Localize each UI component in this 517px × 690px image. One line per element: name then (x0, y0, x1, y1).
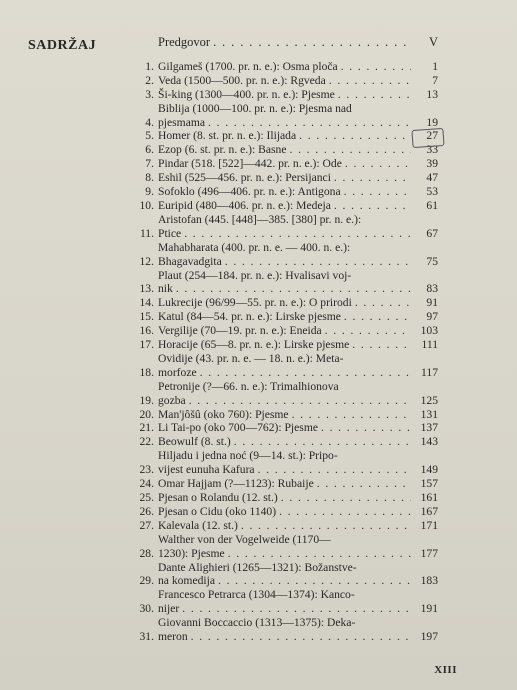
toc-entry-title: Aristofan (445. [448]—385. [380] pr. n. e.): (158, 212, 362, 226)
leader-dots (189, 394, 411, 408)
toc-entry-title: Mahabharata (400. pr. n. e. — 400. n. e.): (158, 240, 351, 254)
toc-entry-title: Biblija (1000—100. pr. n. e.): Pjesma nad (158, 101, 352, 115)
toc-entry (138, 171, 438, 185)
toc-entry-title: Pjesan o Rolandu (12. st.) (158, 491, 278, 504)
table-of-contents (138, 36, 438, 644)
leader-dots (329, 74, 411, 88)
toc-entry-title: Homer (8. st. pr. n. e.): Ilijada (158, 129, 297, 143)
toc-entry-title: Petronije (?—66. n. e.): Trimalhionova (158, 379, 339, 393)
toc-entry-title: Sofoklo (496—406. pr. n. e.): Antigona (158, 185, 341, 199)
leader-dots (279, 505, 411, 519)
leader-dots (218, 574, 411, 588)
toc-entry-title: Veda (1500—500. pr. n. e.): Rgveda (158, 73, 326, 87)
toc-entry (138, 561, 438, 589)
leader-dots (208, 116, 411, 130)
toc-entry-page: 67 (426, 226, 438, 240)
toc-entry (138, 296, 438, 310)
toc-entry (138, 60, 438, 74)
leader-dots (338, 88, 411, 102)
toc-entry (138, 199, 438, 213)
toc-entry-page: 91 (426, 296, 438, 310)
toc-entry (138, 213, 438, 241)
toc-entry-number: 10. (139, 198, 154, 212)
toc-entry-number: 13. (139, 282, 154, 296)
toc-entry-title: Plaut (254—184. pr. n. e.): Hvalisavi voj- (158, 268, 352, 282)
toc-entry (138, 588, 438, 616)
toc-entry-number: 9. (145, 185, 154, 199)
toc-entry (138, 449, 438, 477)
page-number: XIII (434, 664, 457, 676)
toc-entry-number: 16. (139, 324, 154, 338)
toc-entry (138, 241, 438, 269)
toc-entry-page: 143 (420, 435, 438, 449)
toc-entry-title: Katul (84—54. pr. n. e.): Lirske pjesme (158, 310, 341, 324)
toc-entry-title: Omar Hajjam (?—1123): Rubaije (158, 477, 314, 491)
toc-entry-number: 2. (145, 73, 154, 87)
toc-entry-number: 18. (139, 365, 154, 379)
toc-entry-page: 19 (426, 115, 438, 129)
toc-entry-number: 15. (139, 310, 154, 324)
toc-entry (138, 421, 438, 435)
toc-entry-title: Li Tai-po (oko 700—762): Pjesme (158, 421, 318, 435)
toc-entry (138, 519, 438, 533)
leader-dots (258, 463, 411, 477)
leader-dots (325, 324, 411, 338)
toc-entry-title: gozba (158, 393, 186, 407)
toc-entry-number: 7. (145, 157, 154, 171)
toc-entry (138, 616, 438, 644)
toc-entry-number: 21. (139, 421, 154, 435)
toc-entry (138, 505, 438, 519)
toc-entry-number: 30. (139, 602, 154, 616)
toc-entry-title: Man'jôšû (oko 760): Pjesme (158, 407, 289, 421)
toc-entry-page: 103 (420, 324, 438, 338)
toc-entry-title: Gilgameš (1700. pr. n. e.): Osma ploča (158, 59, 338, 73)
leader-dots (299, 129, 411, 143)
toc-entry-number: 4. (145, 115, 154, 129)
toc-entry (138, 129, 438, 143)
toc-entry-page: 75 (426, 254, 438, 268)
toc-entry (138, 324, 438, 338)
toc-entry-page: 61 (426, 198, 438, 212)
toc-entry-title: Walther von der Vogelweide (1170— (158, 532, 331, 546)
toc-entry-page: 83 (426, 282, 438, 296)
leader-dots (317, 477, 411, 491)
toc-entry (138, 143, 438, 157)
toc-preface-page: V (428, 35, 438, 49)
toc-entry-number: 20. (139, 407, 154, 421)
toc-entry (138, 352, 438, 380)
toc-entry (138, 380, 438, 408)
leader-dots (334, 199, 411, 213)
toc-entry-title: Beowulf (8. st.) (158, 435, 231, 449)
toc-entry-page: 1 (432, 59, 438, 73)
toc-entry-title: Horacije (65—8. pr. n. e.): Lirske pjesme (158, 338, 350, 352)
toc-entry-page: 183 (420, 574, 438, 588)
toc-entry (138, 533, 438, 561)
pencil-box-mark (411, 128, 444, 148)
toc-entry-page: 131 (420, 407, 438, 421)
leader-dots (292, 408, 411, 422)
toc-entry-title: Lukrecije (96/99—55. pr. n. e.): O prirodi (158, 296, 352, 310)
toc-entry (138, 491, 438, 505)
toc-entry-title: Dante Alighieri (1265—1321): Božanstve- (158, 560, 357, 574)
toc-entry-title: nijer (158, 602, 180, 616)
toc-entry-number: 29. (139, 574, 154, 588)
toc-entry-title: Bhagavadgita (158, 254, 222, 268)
toc-entry-number: 8. (145, 171, 154, 185)
toc-entry-number: 11. (139, 226, 154, 240)
toc-entry (138, 310, 438, 324)
toc-entry-title: morfoze (158, 365, 197, 379)
toc-entry-number: 25. (139, 491, 154, 504)
toc-entry-number: 27. (139, 518, 154, 532)
leader-dots (289, 143, 411, 157)
leader-dots (241, 519, 411, 533)
toc-entry (138, 185, 438, 199)
leader-dots (355, 296, 411, 310)
toc-entry-number: 6. (145, 143, 154, 157)
toc-entry-number: 24. (139, 477, 154, 491)
leader-dots (321, 421, 411, 435)
toc-entry-page: 167 (420, 504, 438, 518)
toc-entry-page: 39 (426, 157, 438, 171)
toc-entry-number: 12. (139, 254, 154, 268)
toc-preface (138, 36, 438, 50)
toc-entry-title: Giovanni Boccaccio (1313—1375): Deka- (158, 616, 356, 630)
toc-entry-title: Ptice (158, 226, 182, 240)
toc-entry-page: 125 (420, 393, 438, 407)
leader-dots (341, 60, 411, 74)
leader-dots (213, 36, 411, 50)
leader-dots (225, 255, 411, 269)
toc-entry-title: na komedija (158, 574, 215, 588)
toc-entry-number: 19. (139, 393, 154, 407)
toc-entry-page: 177 (420, 546, 438, 560)
leader-dots (334, 171, 411, 185)
contents-heading: SADRŽAJ (28, 38, 97, 53)
toc-entry-number: 14. (139, 296, 154, 310)
toc-entry-number: 1. (145, 59, 154, 73)
toc-entry-number: 28. (139, 546, 154, 560)
leader-dots (200, 366, 411, 380)
toc-entry-title: Ši-king (1300—400. pr. n. e.): Pjesme (158, 87, 335, 101)
toc-entry-number: 26. (139, 504, 154, 518)
toc-entry-title: Vergilije (70—19. pr. n. e.): Eneida (158, 324, 322, 338)
toc-entry (138, 435, 438, 449)
toc-entry-page: 117 (421, 365, 438, 379)
toc-entry-number: 23. (139, 463, 154, 477)
toc-entry (138, 477, 438, 491)
toc-entry-page: 27 (426, 129, 438, 143)
toc-entry-page: 137 (420, 421, 438, 435)
toc-entry-page: 97 (426, 310, 438, 324)
leader-dots (234, 435, 411, 449)
toc-entry-title: Francesco Petrarca (1304—1374): Kanco- (158, 588, 355, 602)
toc-entry (138, 102, 438, 130)
toc-entry (138, 157, 438, 171)
leader-dots (182, 602, 411, 616)
toc-entry-title: Kalevala (12. st.) (158, 518, 238, 532)
toc-entry-page: 171 (420, 518, 438, 532)
leader-dots (352, 338, 411, 352)
toc-entry-page: 111 (421, 338, 438, 352)
toc-entry-number: 17. (139, 338, 154, 352)
leader-dots (228, 547, 411, 561)
toc-entry-title: Hiljadu i jedna noć (9—14. st.): Pripo- (158, 449, 338, 463)
toc-entry-page: 13 (426, 87, 438, 101)
toc-entry-title: meron (158, 630, 188, 644)
toc-entry-title: Pindar (518. [522]—442. pr. n. e.): Ode (158, 157, 342, 171)
leader-dots (344, 185, 411, 199)
toc-entry-page: 197 (420, 630, 438, 644)
toc-entry-title: Ezop (6. st. pr. n. e.): Basne (158, 143, 287, 157)
toc-entries (138, 60, 438, 644)
toc-entry (138, 408, 438, 422)
toc-entry-page: 33 (426, 143, 438, 157)
toc-entry-page: 161 (420, 491, 438, 504)
toc-entry-title: Eshil (525—456. pr. n. e.): Persijanci (158, 171, 331, 185)
toc-entry-number: 22. (139, 435, 154, 449)
leader-dots (344, 310, 411, 324)
toc-entry-number: 5. (145, 129, 154, 143)
toc-entry-title: vijest eunuha Kafura (158, 463, 255, 477)
toc-preface-title: Predgovor (158, 35, 211, 49)
toc-entry-title: pjesmama (158, 115, 206, 129)
leader-dots (176, 282, 411, 296)
toc-entry-title: nik (158, 282, 173, 296)
toc-entry-page: 53 (426, 185, 438, 199)
toc-entry-number: 31. (139, 630, 154, 644)
toc-entry-number: 3. (145, 87, 154, 101)
toc-entry-title: 1230): Pjesme (158, 546, 225, 560)
toc-entry (138, 338, 438, 352)
leader-dots (281, 491, 411, 505)
toc-entry-title: Ovidije (43. pr. n. e. — 18. n. e.): Meta- (158, 351, 344, 365)
toc-entry-page: 149 (420, 463, 438, 477)
toc-entry (138, 74, 438, 88)
toc-entry-page: 47 (426, 171, 438, 185)
toc-entry-page: 7 (432, 73, 438, 87)
toc-entry-page: 157 (420, 477, 438, 491)
toc-entry (138, 269, 438, 297)
leader-dots (345, 157, 411, 171)
toc-entry-title: Euripid (480—406. pr. n. e.): Medeja (158, 198, 331, 212)
toc-entry (138, 88, 438, 102)
leader-dots (191, 630, 411, 644)
toc-entry-title: Pjesan o Cidu (oko 1140) (158, 504, 277, 518)
leader-dots (184, 227, 411, 241)
toc-entry-page: 191 (420, 602, 438, 616)
